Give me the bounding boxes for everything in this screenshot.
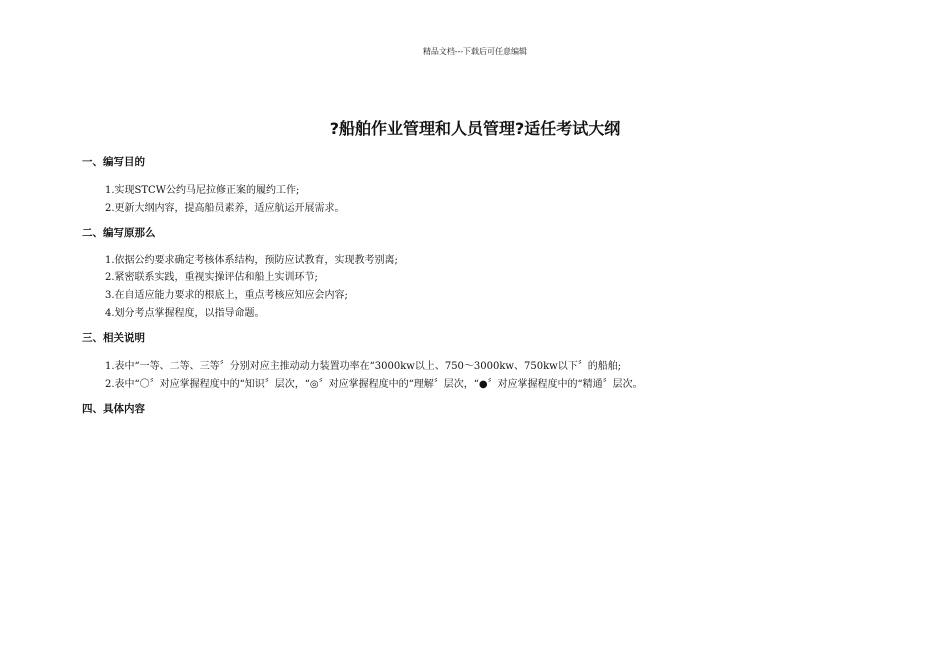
list-item: 1.依据公约要求确定考核体系结构，预防应试教育，实现教考别离;: [105, 255, 398, 266]
list-item: 1.表中“一等、二等、三等〞分别对应主推动动力装置功率在“3000kw以上、750～3000kw、750kw以下〞的船舶;: [105, 361, 622, 372]
list-item: 2.表中“〇〞对应掌握程度中的“知识〞层次，“◎〞对应掌握程度中的“理解〞层次，“●〞对应掌握程度中的“精通〞层次。: [105, 379, 643, 390]
list-item: 1.实现STCW公约马尼拉修正案的履约工作;: [105, 185, 300, 196]
section-heading-purpose: 一、编写目的: [82, 156, 145, 168]
section-heading-principles: 二、编写原那么: [82, 227, 156, 239]
list-item: 2.更新大纲内容，提高船员素养，适应航运开展需求。: [105, 203, 345, 214]
section-heading-notes: 三、相关说明: [82, 332, 145, 344]
section-heading-content: 四、具体内容: [82, 403, 145, 415]
list-item: 4.划分考点掌握程度，以指导命题。: [105, 308, 265, 319]
document-title: ?船舶作业管理和人员管理?适任考试大纲: [329, 119, 621, 138]
list-item: 3.在自适应能力要求的根底上，重点考核应知应会内容;: [105, 290, 348, 301]
page-header: 精品文档---下载后可任意编辑: [422, 47, 528, 56]
list-item: 2.紧密联系实践，重视实操评估和船上实训环节;: [105, 272, 318, 283]
